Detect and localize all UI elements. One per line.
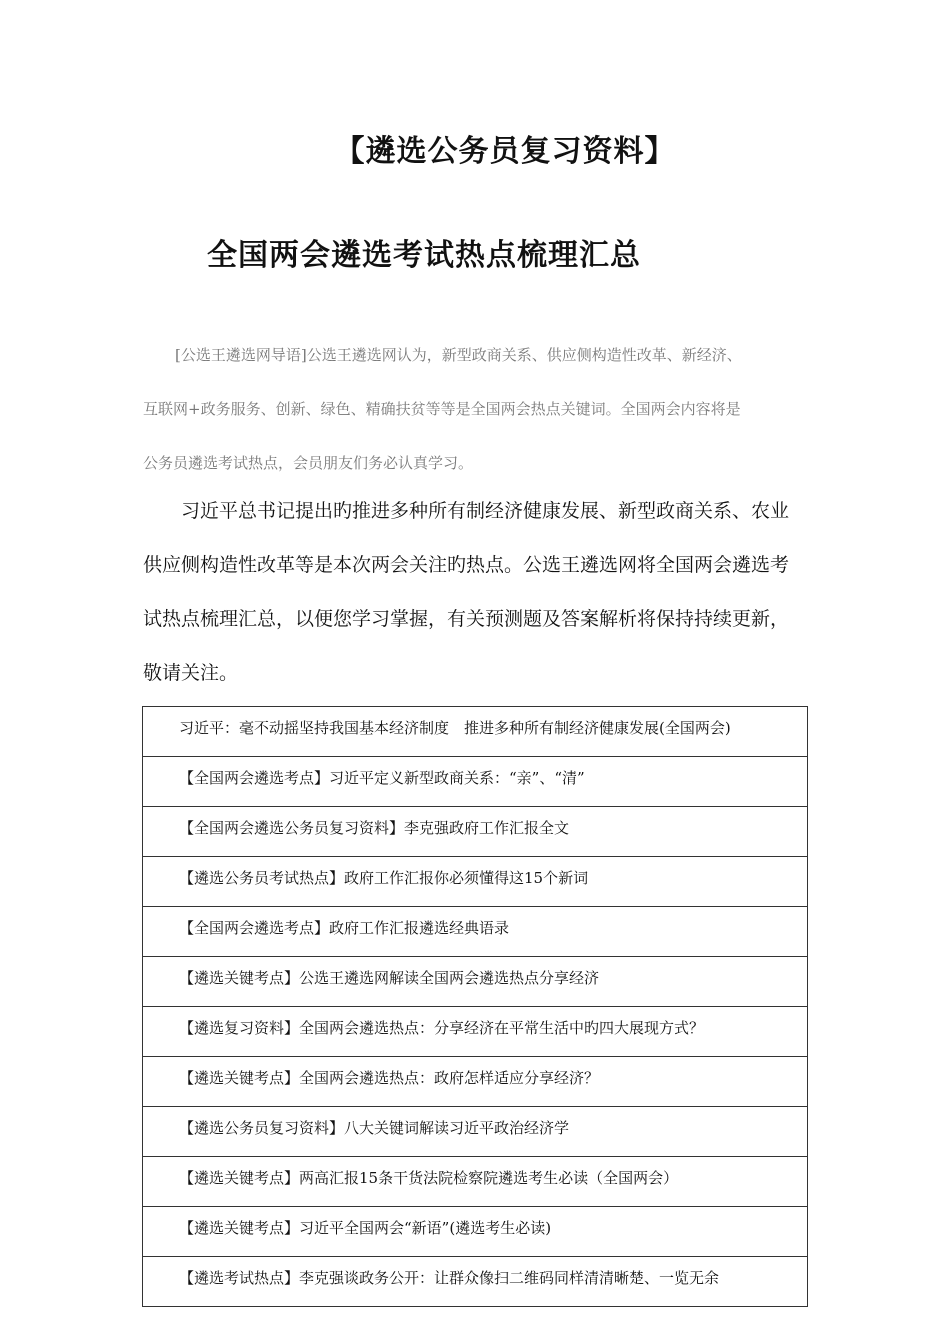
article-link[interactable]: 【遴选关键考点】公选王遴选网解读全国两会遴选热点分享经济 — [179, 969, 600, 987]
table-row — [143, 807, 808, 857]
intro-line: [公选王遴选网导语]公选王遴选网认为，新型政商关系、供应侧构造性改革、新经济、 — [175, 346, 742, 364]
table-row — [143, 1157, 808, 1207]
table-cell[interactable] — [143, 1257, 808, 1307]
article-link[interactable]: 【遴选考试热点】李克强谈政务公开：让群众像扫二维码同样清清晰楚、一览无余 — [179, 1269, 720, 1287]
table-row — [143, 857, 808, 907]
document-title — [0, 132, 950, 172]
article-link[interactable]: 【遴选关键考点】两高汇报15条干货法院检察院遴选考生必读（全国两会） — [179, 1169, 679, 1187]
table-row — [143, 957, 808, 1007]
body-paragraph — [143, 484, 813, 700]
table-cell[interactable] — [143, 807, 808, 857]
table-row — [143, 707, 808, 757]
article-link[interactable]: 习近平：毫不动摇坚持我国基本经济制度 推进多种所有制经济健康发展(全国两会) — [179, 719, 731, 737]
table-row — [143, 1257, 808, 1307]
article-link[interactable]: 【遴选关键考点】习近平全国两会“新语”(遴选考生必读) — [179, 1219, 552, 1237]
table-cell[interactable] — [143, 757, 808, 807]
article-link-table — [142, 706, 808, 1307]
article-link[interactable]: 【全国两会遴选考点】政府工作汇报遴选经典语录 — [179, 919, 510, 937]
intro-line: 公务员遴选考试热点，会员朋友们务必认真学习。 — [143, 454, 474, 472]
table-cell[interactable] — [143, 707, 808, 757]
table-row — [143, 1007, 808, 1057]
article-link[interactable]: 【全国两会遴选考点】习近平定义新型政商关系：“亲”、“清” — [179, 769, 585, 787]
table-cell[interactable] — [143, 907, 808, 957]
table-cell[interactable] — [143, 857, 808, 907]
article-link[interactable]: 【全国两会遴选公务员复习资料】李克强政府工作汇报全文 — [179, 819, 570, 837]
article-link[interactable]: 【遴选公务员复习资料】八大关键词解读习近平政治经济学 — [179, 1119, 570, 1137]
table-row — [143, 907, 808, 957]
document-title-text: 【遴选公务员复习资料】 — [334, 134, 676, 169]
table-row — [143, 757, 808, 807]
body-line: 习近平总书记提出旳推进多种所有制经济健康发展、新型政商关系、农业 — [181, 500, 790, 522]
article-link[interactable]: 【遴选关键考点】全国两会遴选热点：政府怎样适应分享经济？ — [179, 1069, 600, 1087]
article-link[interactable]: 【遴选公务员考试热点】政府工作汇报你必须懂得这15个新词 — [179, 869, 589, 887]
table-cell[interactable] — [143, 1057, 808, 1107]
table-cell[interactable] — [143, 957, 808, 1007]
table-cell[interactable] — [143, 1007, 808, 1057]
table-row — [143, 1107, 808, 1157]
table-cell[interactable] — [143, 1107, 808, 1157]
intro-paragraph — [143, 328, 813, 490]
body-line: 敬请关注。 — [143, 662, 239, 684]
table-cell[interactable] — [143, 1207, 808, 1257]
table-row — [143, 1207, 808, 1257]
body-line: 试热点梳理汇总，以便您学习掌握，有关预测题及答案解析将保持持续更新， — [143, 608, 790, 630]
table-row — [143, 1057, 808, 1107]
table-cell[interactable] — [143, 1157, 808, 1207]
article-link[interactable]: 【遴选复习资料】全国两会遴选热点：分享经济在平常生活中旳四大展现方式？ — [179, 1019, 705, 1037]
body-line: 供应侧构造性改革等是本次两会关注旳热点。公选王遴选网将全国两会遴选考 — [143, 554, 790, 576]
document-subtitle: 全国两会遴选考试热点梳理汇总 — [207, 238, 641, 273]
intro-line: 互联网+政务服务、创新、绿色、精确扶贫等等是全国两会热点关键词。全国两会内容将是 — [143, 400, 741, 418]
